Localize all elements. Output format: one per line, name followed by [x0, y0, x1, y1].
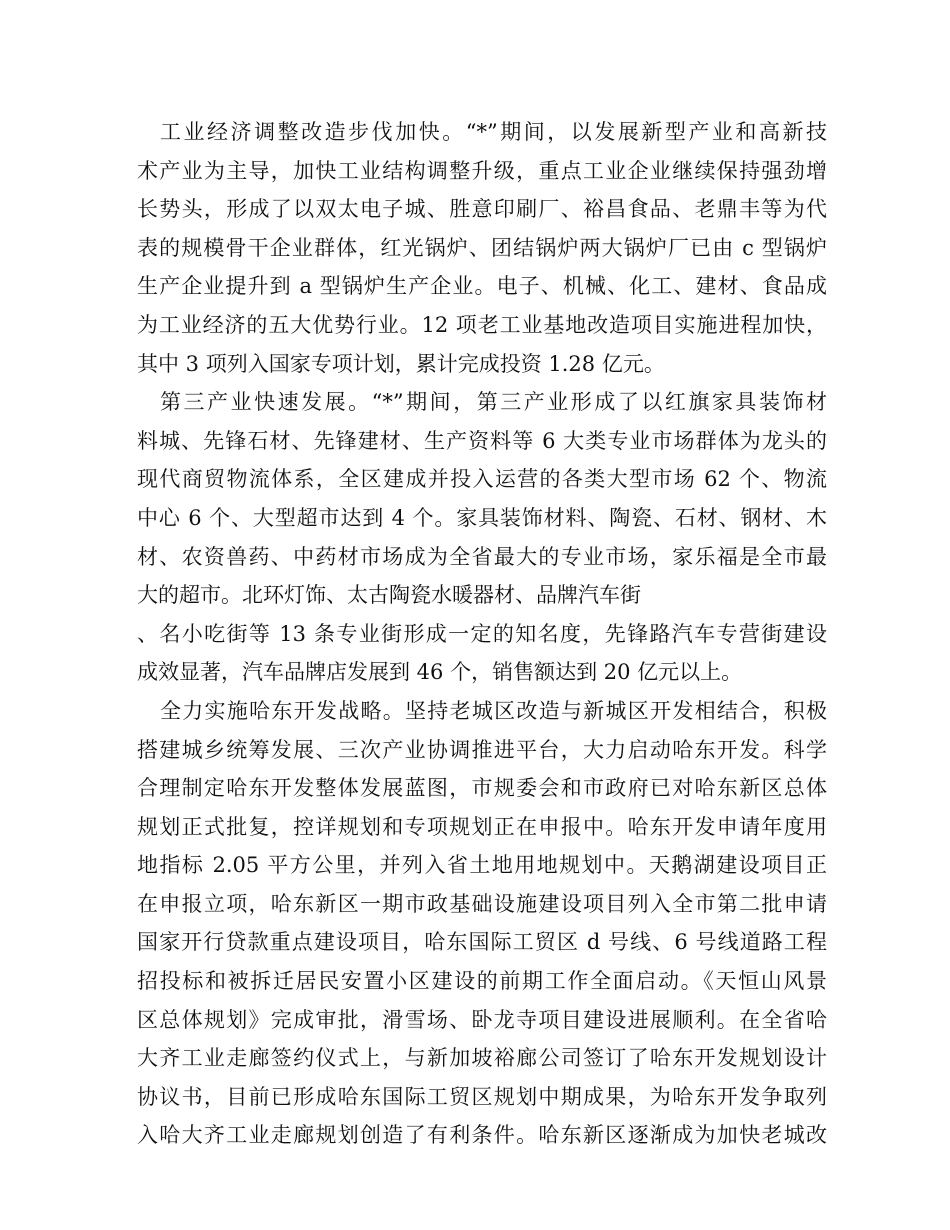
document-body [137, 113, 827, 1155]
text-line: 地指标 2.05 平方公里，并列入省土地用地规划中。天鹅湖建设项目正 [137, 853, 827, 878]
text-line: 合理制定哈东开发整体发展蓝图，市规委会和市政府已对哈东新区总体 [137, 776, 827, 801]
text-line: 现代商贸物流体系，全区建成并投入运营的各类大型市场 62 个、物流 [137, 467, 827, 492]
text-line: 招投标和被拆迁居民安置小区建设的前期工作全面启动。《天恒山风景 [137, 969, 827, 994]
text-line: 材、农资兽药、中药材市场成为全省最大的专业市场，家乐福是全市最 [137, 544, 827, 569]
text-line: 规划正式批复，控详规划和专项规划正在申报中。哈东开发申请年度用 [137, 814, 827, 839]
text-line: 入哈大齐工业走廊规划创造了有利条件。哈东新区逐渐成为加快老城改 [137, 1123, 827, 1148]
text-line: 协议书，目前已形成哈东国际工贸区规划中期成果，为哈东开发争取列 [137, 1084, 827, 1109]
text-line: 搭建城乡统筹发展、三次产业协调推进平台，大力启动哈东开发。科学 [137, 737, 827, 762]
text-line: 长势头，形成了以双太电子城、胜意印刷厂、裕昌食品、老鼎丰等为代 [137, 197, 827, 222]
text-line: 国家开行贷款重点建设项目，哈东国际工贸区 d 号线、6 号线道路工程 [137, 930, 827, 955]
text-line: 表的规模骨干企业群体，红光锅炉、团结锅炉两大锅炉厂已由 c 型锅炉 [137, 235, 827, 260]
text-line: 全力实施哈东开发战略。坚持老城区改造与新城区开发相结合，积极 [160, 698, 827, 723]
text-line: 区总体规划》完成审批，滑雪场、卧龙寺项目建设进展顺利。在全省哈 [137, 1007, 827, 1032]
text-line: 生产企业提升到 a 型锅炉生产企业。电子、机械、化工、建材、食品成 [137, 274, 827, 299]
text-line: 、名小吃街等 13 条专业街形成一定的知名度，先锋路汽车专营街建设 [137, 621, 827, 646]
text-line: 其中 3 项列入国家专项计划，累计完成投资 1.28 亿元。 [137, 351, 665, 376]
text-line: 第三产业快速发展。“*”期间，第三产业形成了以红旗家具装饰材 [160, 390, 827, 415]
text-line: 料城、先锋石材、先锋建材、生产资料等 6 大类专业市场群体为龙头的 [137, 428, 827, 453]
text-line: 术产业为主导，加快工业结构调整升级，重点工业企业继续保持强劲增 [137, 158, 827, 183]
text-line: 工业经济调整改造步伐加快。“*”期间，以发展新型产业和高新技 [160, 120, 827, 144]
text-line: 成效显著，汽车品牌店发展到 46 个，销售额达到 20 亿元以上。 [137, 660, 743, 685]
text-line: 大的超市。北环灯饰、太古陶瓷水暖器材、品牌汽车街 [137, 583, 641, 608]
text-line: 大齐工业走廊签约仪式上，与新加坡裕廊公司签订了哈东开发规划设计 [137, 1046, 827, 1071]
text-line: 中心 6 个、大型超市达到 4 个。家具装饰材料、陶瓷、石材、钢材、木 [137, 505, 827, 530]
text-line: 为工业经济的五大优势行业。12 项老工业基地改造项目实施进程加快， [137, 312, 827, 337]
text-line: 在申报立项，哈东新区一期市政基础设施建设项目列入全市第二批申请 [137, 891, 827, 916]
